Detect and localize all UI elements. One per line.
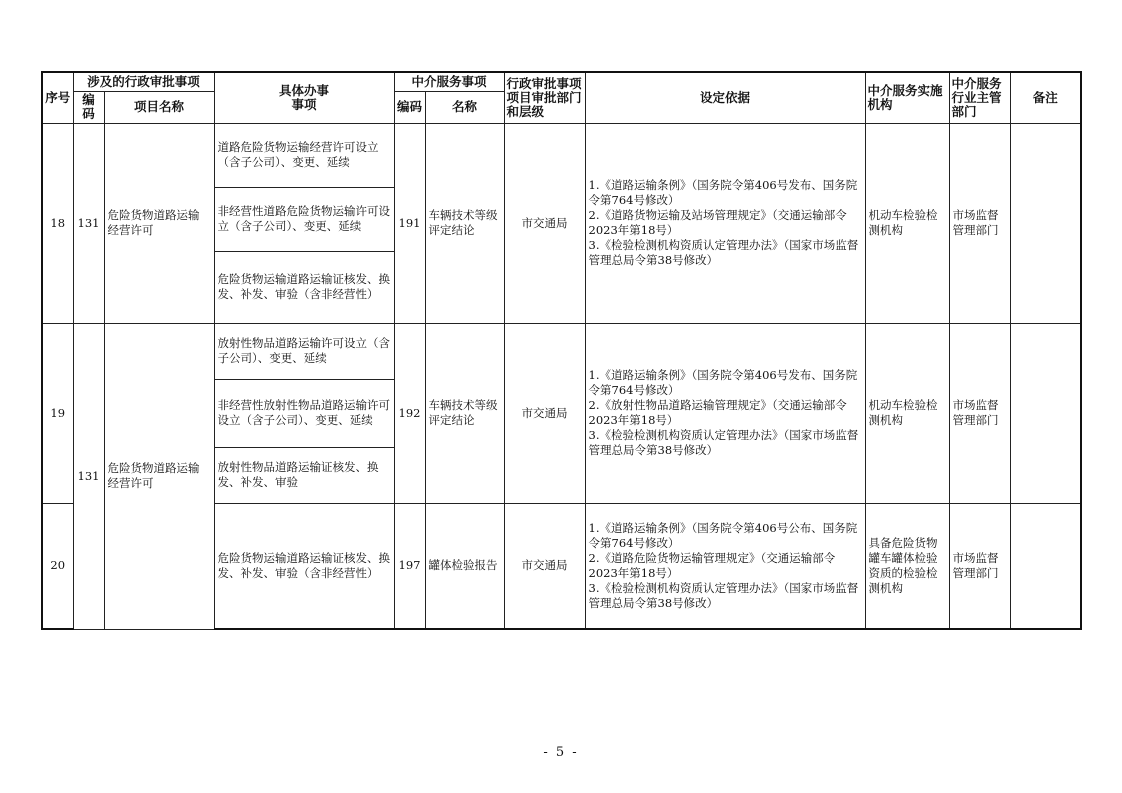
row-agency: 机动车检验检测机构 — [865, 323, 949, 503]
row-int-name: 罐体检验报告 — [425, 503, 504, 629]
header-dept: 行政审批事项项目审批部门和层级 — [504, 72, 585, 123]
row-admin-name: 危险货物道路运输经营许可 — [104, 123, 214, 323]
basis-line: 1.《道路运输条例》（国务院令第406号发布、国务院令第764号修改） — [588, 368, 858, 397]
basis-line: 1.《道路运输条例》（国务院令第406号发布、国务院令第764号修改） — [588, 178, 858, 207]
row-dept: 市交通局 — [504, 323, 585, 503]
row-specific-item: 放射性物品道路运输许可设立（含子公司）、变更、延续 — [214, 323, 394, 379]
header-admin-code: 编码 — [73, 91, 104, 123]
row-basis — [585, 123, 865, 323]
basis-line: 1.《道路运输条例》（国务院令第406号公布、国务院令第764号修改） — [588, 520, 858, 550]
header-seq: 序号 — [42, 72, 73, 123]
header-admin-group: 涉及的行政审批事项 — [73, 72, 214, 91]
header-basis: 设定依据 — [585, 72, 865, 123]
row-authority: 市场监督管理部门 — [949, 503, 1010, 629]
row-admin-name: 危险货物道路运输经营许可 — [104, 323, 214, 629]
row-dept: 市交通局 — [504, 123, 585, 323]
row-admin-code: 131 — [73, 323, 104, 629]
row-basis — [585, 503, 865, 629]
row-int-code: 197 — [394, 503, 425, 629]
intermediary-services-table — [41, 71, 1082, 630]
row-seq: 19 — [42, 323, 73, 503]
row-remarks — [1010, 503, 1081, 629]
header-int-name: 名称 — [425, 91, 504, 123]
basis-line: 3.《检验检测机构资质认定管理办法》（国家市场监督管理总局令第38号修改） — [588, 428, 859, 457]
row-authority: 市场监督管理部门 — [949, 323, 1010, 503]
row-dept: 市交通局 — [504, 503, 585, 629]
row-specific-item: 非经营性道路危险货物运输许可设立（含子公司）、变更、延续 — [214, 187, 394, 251]
row-agency: 具备危险货物罐车罐体检验资质的检验检测机构 — [865, 503, 949, 629]
header-int-code: 编码 — [394, 91, 425, 123]
table-row — [42, 323, 1081, 379]
row-remarks — [1010, 323, 1081, 503]
page-number: - 5 - — [543, 745, 579, 760]
row-admin-code: 131 — [73, 123, 104, 323]
row-agency: 机动车检验检测机构 — [865, 123, 949, 323]
header-intermediary-group: 中介服务事项 — [394, 72, 504, 91]
basis-line: 2.《放射性物品道路运输管理规定》（交通运输部令2023年第18号） — [588, 398, 847, 427]
row-specific-item: 放射性物品道路运输证核发、换发、补发、审验 — [214, 447, 394, 503]
row-seq: 18 — [42, 123, 73, 323]
basis-line: 2.《道路货物运输及站场管理规定》（交通运输部令2023年第18号） — [588, 208, 847, 237]
row-specific-item: 道路危险货物运输经营许可设立（含子公司）、变更、延续 — [214, 123, 394, 187]
basis-line: 3.《检验检测机构资质认定管理办法》（国家市场监督管理总局令第38号修改） — [588, 580, 859, 610]
row-specific-item: 危险货物运输道路运输证核发、换发、补发、审验（含非经营性） — [214, 251, 394, 323]
header-specific: 具体办事事项 — [214, 72, 394, 123]
basis-line: 3.《检验检测机构资质认定管理办法》（国家市场监督管理总局令第38号修改） — [588, 238, 859, 267]
header-remarks: 备注 — [1010, 72, 1081, 123]
row-remarks — [1010, 123, 1081, 323]
row-specific-item: 非经营性放射性物品道路运输许可设立（含子公司）、变更、延续 — [214, 379, 394, 447]
table-row — [42, 123, 1081, 187]
row-basis — [585, 323, 865, 503]
row-seq: 20 — [42, 503, 73, 629]
row-int-name: 车辆技术等级评定结论 — [425, 123, 504, 323]
row-int-code: 192 — [394, 323, 425, 503]
row-int-name: 车辆技术等级评定结论 — [425, 323, 504, 503]
header-authority: 中介服务行业主管部门 — [949, 72, 1010, 123]
row-int-code: 191 — [394, 123, 425, 323]
row-authority: 市场监督管理部门 — [949, 123, 1010, 323]
basis-line: 2.《道路危险货物运输管理规定》（交通运输部令2023年第18号） — [588, 550, 836, 580]
row-specific-item: 危险货物运输道路运输证核发、换发、补发、审验（含非经营性） — [214, 503, 394, 629]
header-admin-name: 项目名称 — [104, 91, 214, 123]
header-agency: 中介服务实施机构 — [865, 72, 949, 123]
